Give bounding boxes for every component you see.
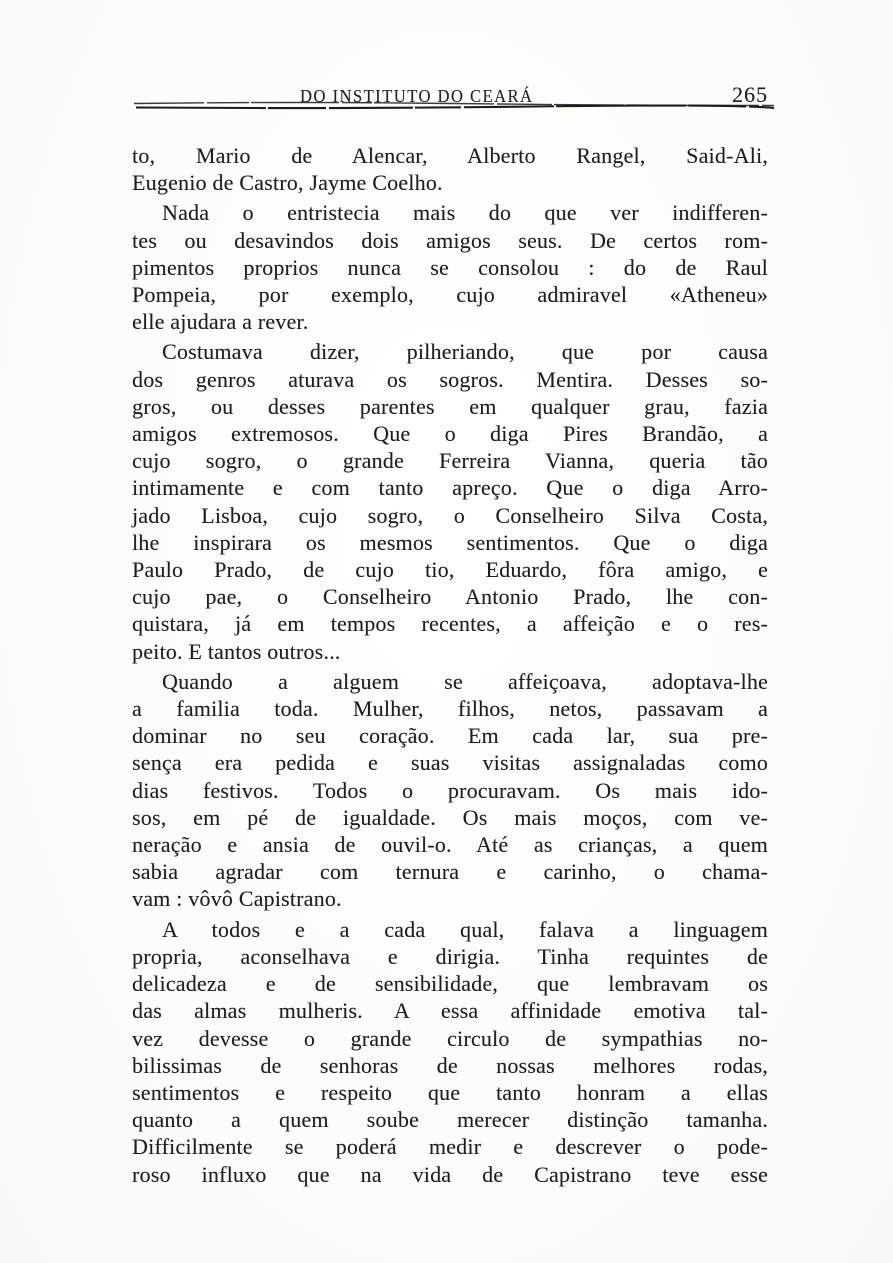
text-line: Paulo Prado, de cujo tio, Eduardo, fôra amigo, e: [132, 557, 768, 583]
text-line: a familia toda. Mulher, filhos, netos, passavam a: [132, 696, 768, 722]
text-line: quistara, já em tempos recentes, a affeição e o res-: [132, 611, 768, 637]
paragraph: [132, 338, 768, 664]
text-line: dos genros aturava os sogros. Mentira. Desses so-: [132, 366, 768, 392]
text-line: Eugenio de Castro, Jayme Coelho.: [132, 170, 443, 196]
text-line: Quando a alguem se affeiçoava, adoptava-lhe: [162, 668, 768, 694]
text-line: das almas mulheris. A essa affinidade emotiva tal-: [132, 998, 768, 1024]
text-line: elle ajudara a rever.: [132, 309, 309, 335]
text-line: dias festivos. Todos o procuravam. Os mais ido-: [132, 777, 768, 803]
text-line: Difficilmente se poderá medir e descrever o pode-: [132, 1134, 768, 1160]
text-line: lhe inspirara os mesmos sentimentos. Que o diga: [132, 529, 768, 555]
paragraph: [132, 142, 768, 196]
header-rule: [134, 99, 774, 113]
text-line: Nada o entristecia mais do que ver indifferen-: [162, 200, 768, 226]
text-line: to, Mario de Alencar, Alberto Rangel, Said-Ali,: [132, 143, 768, 168]
text-line: A todos e a cada qual, falava a linguagem: [162, 916, 768, 942]
text-line: vam : vôvô Capistrano.: [132, 886, 342, 912]
text-line: propria, aconselhava e dirigia. Tinha requintes de: [132, 943, 768, 969]
text-line: jado Lisboa, cujo sogro, o Conselheiro Silva Costa,: [132, 502, 768, 528]
text-line: sentimentos e respeito que tanto honram a ellas: [132, 1079, 768, 1105]
text-line: dominar no seu coração. Em cada lar, sua pre-: [132, 723, 768, 749]
text-line: pimentos proprios nunca se consolou : do de Raul: [132, 254, 768, 280]
text-line: intimamente e com tanto apreço. Que o diga Arro-: [132, 475, 768, 501]
paragraph: [132, 916, 768, 1188]
page-body: [132, 142, 768, 1191]
text-line: amigos extremosos. Que o diga Pires Brandão, a: [132, 421, 768, 447]
paragraph: [132, 668, 768, 913]
page-number: 265: [732, 82, 768, 107]
text-line: quanto a quem soube merecer distinção tamanha.: [132, 1107, 768, 1133]
text-line: tes ou desavindos dois amigos seus. De certos rom-: [132, 227, 768, 253]
text-line: roso influxo que na vida de Capistrano teve esse: [132, 1161, 768, 1187]
paragraph: [132, 199, 768, 335]
text-line: delicadeza e de sensibilidade, que lembravam os: [132, 971, 768, 997]
text-line: sos, em pé de igualdade. Os mais moços, com ve-: [132, 804, 768, 830]
text-line: Pompeia, por exemplo, cujo admiravel «Atheneu»: [132, 282, 768, 308]
text-line: neração e ansia de ouvil-o. Até as crianças, a quem: [132, 832, 768, 858]
text-line: peito. E tantos outros...: [132, 638, 341, 664]
text-line: sabia agradar com ternura e carinho, o chama-: [132, 859, 768, 885]
text-line: vez devesse o grande circulo de sympathias no-: [132, 1025, 768, 1051]
text-line: cujo sogro, o grande Ferreira Vianna, queria tão: [132, 448, 768, 474]
text-line: Costumava dizer, pilheriando, que por causa: [162, 339, 768, 365]
text-line: cujo pae, o Conselheiro Antonio Prado, lhe con-: [132, 584, 768, 610]
running-title: DO INSTITUTO DO CEARÁ: [300, 86, 534, 106]
text-line: bilissimas de senhoras de nossas melhores rodas,: [132, 1052, 768, 1078]
text-line: gros, ou desses parentes em qualquer grau, fazia: [132, 393, 768, 419]
text-line: sença era pedida e suas visitas assignaladas como: [132, 750, 768, 776]
